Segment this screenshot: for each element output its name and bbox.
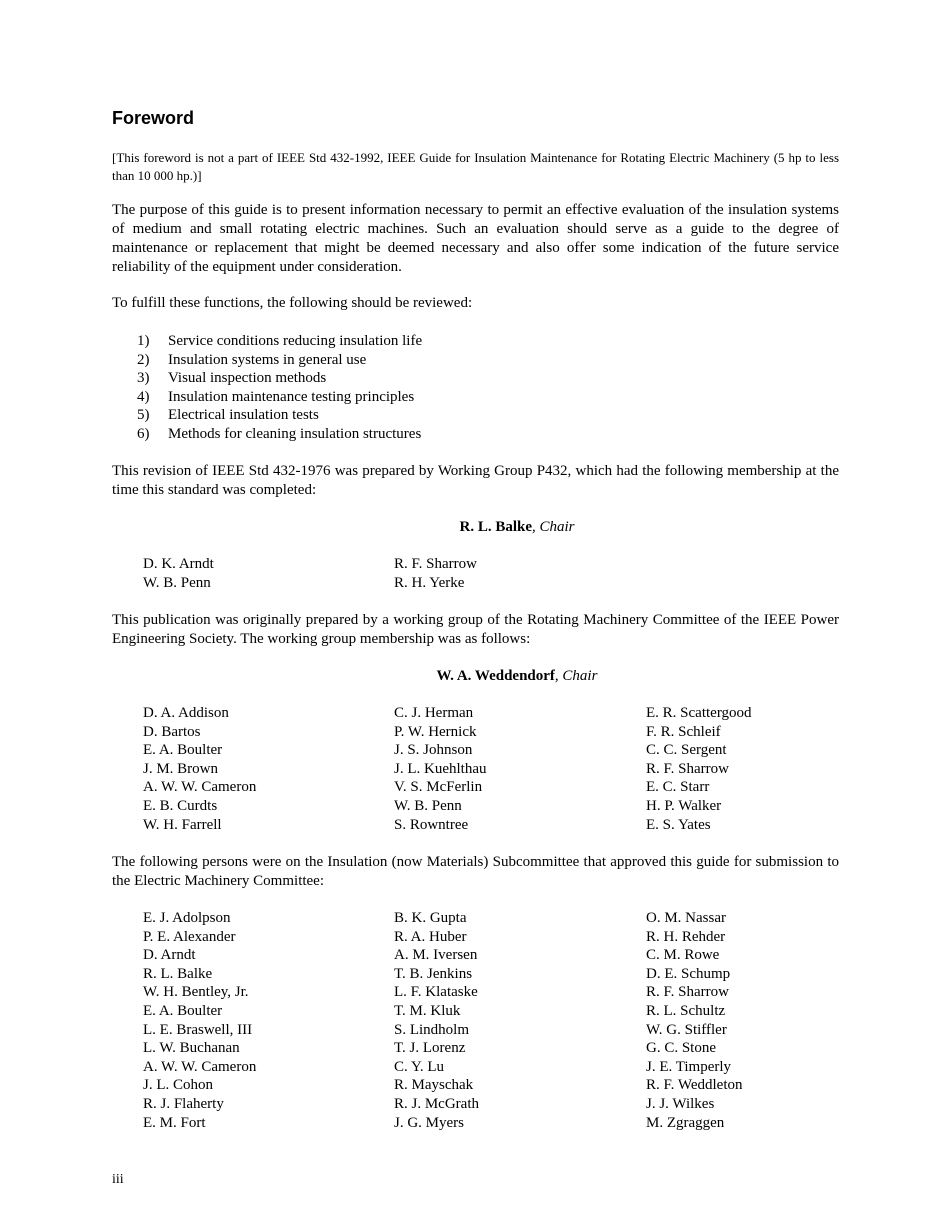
member-name: L. F. Klataske <box>394 984 478 1001</box>
member-name: W. B. Penn <box>394 797 462 814</box>
list-item: 5) Electrical insulation tests <box>137 407 319 424</box>
member-column <box>394 909 479 1132</box>
member-name: A. M. Iversen <box>394 947 478 964</box>
member-name: E. S. Yates <box>646 816 711 833</box>
member-name: O. M. Nassar <box>646 910 726 926</box>
member-name: E. B. Curdts <box>143 797 218 814</box>
member-name: F. R. Schleif <box>646 723 721 740</box>
wg1-chair: R. L. Balke, Chair <box>459 519 575 535</box>
subcommittee-paragraph: The following persons were on the Insulation (now Materials) Subcommittee that approved this guide for submission to the Electric Machinery Committee: <box>112 854 839 889</box>
member-name: D. E. Schump <box>646 965 731 982</box>
member-name: T. J. Lorenz <box>394 1040 466 1057</box>
member-name: T. B. Jenkins <box>394 965 473 982</box>
member-name: E. J. Adolpson <box>143 910 231 926</box>
member-column <box>394 555 477 592</box>
member-name: J. J. Wilkes <box>646 1095 715 1112</box>
member-name: V. S. McFerlin <box>394 779 483 796</box>
member-name: J. S. Johnson <box>394 742 473 759</box>
foreword-note: [This foreword is not a part of IEEE Std 432-1992, IEEE Guide for Insulation Maintenance for Rotating Electric Machinery (5 hp to less than 10 000 hp.)] <box>112 150 839 183</box>
member-name: J. G. Myers <box>394 1114 464 1131</box>
member-column <box>646 704 752 834</box>
member-column <box>646 909 742 1132</box>
member-name: P. E. Alexander <box>143 928 236 945</box>
member-column <box>143 704 256 834</box>
member-name: D. Bartos <box>143 723 201 740</box>
member-name: A. W. W. Cameron <box>143 779 257 796</box>
member-name: W. H. Farrell <box>143 816 222 833</box>
member-name: H. P. Walker <box>646 797 722 814</box>
list-item: 3) Visual inspection methods <box>137 370 327 387</box>
member-name: J. E. Timperly <box>646 1058 732 1075</box>
member-name: R. F. Sharrow <box>646 760 729 777</box>
member-name: R. H. Yerke <box>394 574 465 591</box>
member-name: R. L. Schultz <box>646 1002 726 1019</box>
member-name: D. K. Arndt <box>143 556 214 572</box>
member-name: R. F. Sharrow <box>394 556 477 572</box>
list-item: 2) Insulation systems in general use <box>137 351 367 368</box>
member-name: W. H. Bentley, Jr. <box>143 984 249 1001</box>
list-item: 6) Methods for cleaning insulation structures <box>137 425 422 442</box>
member-name: E. A. Boulter <box>143 1002 223 1019</box>
member-name: E. A. Boulter <box>143 742 223 759</box>
member-name: R. A. Huber <box>394 928 467 945</box>
member-name: W. G. Stiffler <box>646 1021 727 1038</box>
page-number: iii <box>112 1172 124 1187</box>
member-name: R. F. Weddleton <box>646 1077 743 1094</box>
review-list <box>137 332 422 444</box>
wg2-chair: W. A. Weddendorf, Chair <box>436 668 598 684</box>
member-name: A. W. W. Cameron <box>143 1058 257 1075</box>
member-name: B. K. Gupta <box>394 910 467 926</box>
member-name: P. W. Hernick <box>394 723 477 740</box>
member-name: R. J. Flaherty <box>143 1095 224 1112</box>
fulfill-intro: To fulfill these functions, the following should be reviewed: <box>112 295 473 311</box>
member-name: L. E. Braswell, III <box>143 1021 253 1038</box>
member-name: L. W. Buchanan <box>143 1040 240 1057</box>
list-item: 4) Insulation maintenance testing principles <box>137 388 415 405</box>
member-name: R. H. Rehder <box>646 928 726 945</box>
member-name: G. C. Stone <box>646 1040 717 1057</box>
member-name: C. C. Sergent <box>646 742 727 759</box>
member-column <box>394 704 486 834</box>
list-item: 1) Service conditions reducing insulation life <box>137 333 423 349</box>
member-name: D. Arndt <box>143 947 196 964</box>
revision-paragraph: This revision of IEEE Std 432-1976 was prepared by Working Group P432, which had the following membership at the time this standard was completed: <box>112 463 839 498</box>
member-name: C. J. Herman <box>394 705 474 721</box>
member-name: J. M. Brown <box>143 760 219 777</box>
member-name: R. F. Sharrow <box>646 984 729 1001</box>
member-column <box>143 555 214 592</box>
member-name: R. Mayschak <box>394 1077 474 1094</box>
member-name: E. C. Starr <box>646 779 710 796</box>
member-column <box>143 909 256 1132</box>
member-name: E. R. Scattergood <box>646 705 752 721</box>
page-title: Foreword <box>112 108 195 128</box>
member-name: T. M. Kluk <box>394 1002 461 1019</box>
member-name: S. Lindholm <box>394 1021 470 1038</box>
purpose-paragraph: The purpose of this guide is to present information necessary to permit an effective evaluation of the insulation systems of medium and small rotating electric machines. Such an evaluation should serve as a guide to the degree of maintenance or replacement that might be deemed necessary and also offer some indication of the future service reliability of the equipment under consideration. <box>112 202 839 275</box>
member-name: S. Rowntree <box>394 816 469 833</box>
member-name: C. M. Rowe <box>646 947 720 964</box>
member-name: J. L. Kuehlthau <box>394 760 487 777</box>
member-name: R. L. Balke <box>143 965 213 982</box>
member-name: D. A. Addison <box>143 705 229 721</box>
original-paragraph: This publication was originally prepared by a working group of the Rotating Machinery Committee of the IEEE Power Engineering Society. The working group membership was as follows: <box>112 612 839 647</box>
member-name: J. L. Cohon <box>143 1077 214 1094</box>
member-name: M. Zgraggen <box>646 1114 725 1131</box>
member-name: C. Y. Lu <box>394 1058 445 1075</box>
member-name: W. B. Penn <box>143 574 211 591</box>
member-name: R. J. McGrath <box>394 1095 479 1112</box>
member-name: E. M. Fort <box>143 1114 206 1131</box>
